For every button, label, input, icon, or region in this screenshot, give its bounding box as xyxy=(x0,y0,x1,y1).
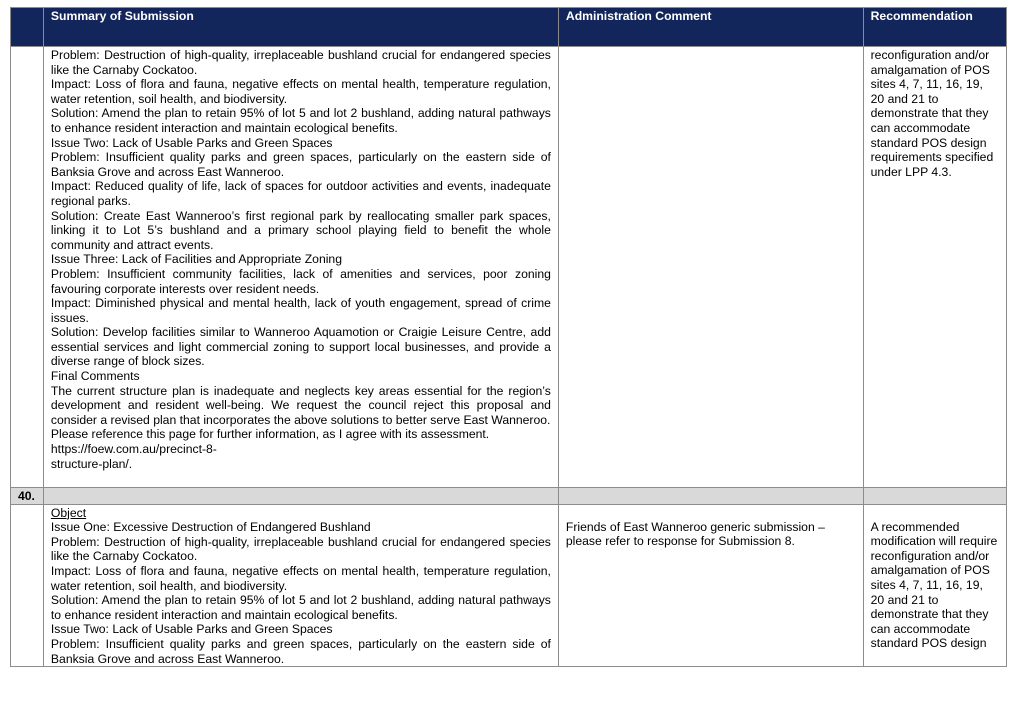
header-recommendation: Recommendation xyxy=(863,8,1006,47)
header-row xyxy=(11,8,1007,47)
table-row xyxy=(11,47,1007,488)
number-row-spacer xyxy=(558,488,863,505)
summary-paragraph: Solution: Create East Wanneroo’s first regional park by reallocating smaller park spaces, linking it to Lot 5’s bushland and a primary school playing field to benefit the whole community and attract events. xyxy=(50,208,551,252)
admin-comment-cell xyxy=(558,47,863,488)
reference-link[interactable]: https://foew.com.au/precinct-8- xyxy=(50,442,217,457)
summary-cell xyxy=(43,47,558,488)
recommendation-cell: A recommended modification will require reconfiguration and/or amalgamation of POS sites 4, 7, 11, 16, 19, 20 and 21 to demonstrate that they can accommodate standard POS design xyxy=(863,504,1006,667)
summary-paragraph: Impact: Loss of flora and fauna, negative effects on mental health, temperature regulation, water retention, soil health, and biodiversity. xyxy=(50,77,551,106)
summary-paragraph: Solution: Develop facilities similar to Wanneroo Aquamotion or Craigie Leisure Centre, add essential services and light commercial zoning to support local businesses, and provide a diverse range of block sizes. xyxy=(50,325,551,369)
summary-paragraph: Problem: Destruction of high-quality, irreplaceable bushland crucial for endangered species like the Carnaby Cockatoo. xyxy=(50,48,551,77)
submissions-table xyxy=(10,7,1007,667)
reference-link-continued[interactable]: structure-plan/. xyxy=(50,456,133,471)
summary-paragraph: Problem: Insufficient community facilities, lack of amenities and services, poor zoning favouring corporate interests over resident needs. xyxy=(50,266,551,296)
recommendation-cell: reconfiguration and/or amalgamation of POS sites 4, 7, 11, 16, 19, 20 and 21 to demonstrate that they can accommodate standard POS design requirements specified under LPP 4.3. xyxy=(863,47,1006,488)
summary-paragraph: Problem: Insufficient quality parks and green spaces, particularly on the eastern side of Banksia Grove and across East Wanneroo. xyxy=(50,636,551,666)
number-row-spacer xyxy=(43,488,558,505)
summary-paragraph: Issue Two: Lack of Usable Parks and Green Spaces xyxy=(50,135,333,150)
header-summary: Summary of Submission xyxy=(43,8,558,47)
summary-paragraph: Please reference this page for further information, as I agree with its assessment. xyxy=(50,427,490,442)
summary-paragraph: Impact: Loss of flora and fauna, negative effects on mental health, temperature regulation, water retention, soil health, and biodiversity. xyxy=(50,563,551,593)
summary-paragraph: Issue One: Excessive Destruction of Endangered Bushland xyxy=(50,520,371,535)
row-number-cell xyxy=(11,47,44,488)
admin-comment-cell: Friends of East Wanneroo generic submission – please refer to response for Submission 8. xyxy=(558,504,863,667)
summary-paragraph: Issue Two: Lack of Usable Parks and Green Spaces xyxy=(50,622,333,637)
summary-paragraph: Problem: Destruction of high-quality, irreplaceable bushland crucial for endangered species like the Carnaby Cockatoo. xyxy=(50,534,551,564)
summary-cell xyxy=(43,504,558,667)
summary-paragraph: Issue Three: Lack of Facilities and Appropriate Zoning xyxy=(50,252,342,267)
object-label: Object xyxy=(50,505,87,520)
row-number-cell xyxy=(11,504,44,667)
submission-number-row xyxy=(11,488,1007,505)
submission-number: 40. xyxy=(11,488,44,505)
summary-paragraph: Impact: Diminished physical and mental health, lack of youth engagement, spread of crime issues. xyxy=(50,296,551,325)
summary-paragraph: Solution: Amend the plan to retain 95% of lot 5 and lot 2 bushland, adding natural pathways to enhance resident interaction and maintain ecological benefits. xyxy=(50,593,551,622)
table-row xyxy=(11,504,1007,667)
header-admin-comment: Administration Comment xyxy=(558,8,863,47)
summary-paragraph: Impact: Reduced quality of life, lack of spaces for outdoor activities and events, inadequate regional parks. xyxy=(50,179,551,208)
summary-paragraph: Solution: Amend the plan to retain 95% of lot 5 and lot 2 bushland, adding natural pathways to enhance resident interaction and maintain ecological benefits. xyxy=(50,106,551,135)
number-row-spacer xyxy=(863,488,1006,505)
summary-paragraph: The current structure plan is inadequate and neglects key areas essential for the region’s development and resident well-being. We request the council reject this proposal and consider a revised plan that incorporates the above solutions to better serve East Wanneroo. xyxy=(50,383,551,427)
summary-paragraph: Final Comments xyxy=(50,369,140,384)
summary-paragraph: Problem: Insufficient quality parks and green spaces, particularly on the eastern side of Banksia Grove and across East Wanneroo. xyxy=(50,150,551,179)
header-number xyxy=(11,8,44,47)
